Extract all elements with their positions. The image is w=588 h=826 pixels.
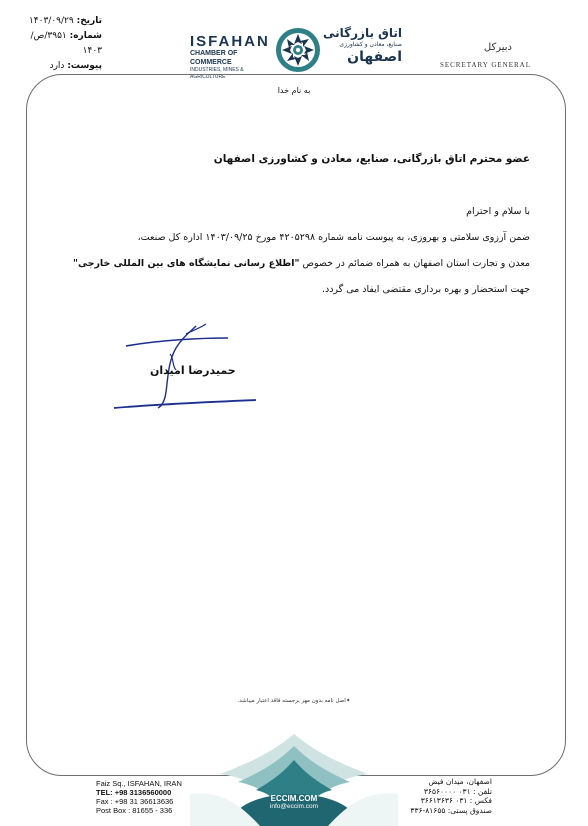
number-label: شماره: [69, 31, 102, 41]
logo-en-isfahan: ISFAHAN [190, 33, 270, 50]
greeting: با سلام و احترام [466, 206, 530, 217]
footer-contact-en [96, 779, 182, 815]
fax-fa: فکس : ۰۳۱ ۳۶۶۱۳۶۳۶ [420, 796, 492, 805]
date-value: ۱۴۰۳/۰۹/۲۹ [28, 16, 74, 26]
body-line-2-text: معدن و تجارت استان اصفهان به همراه ضمائم در خصوص [299, 258, 530, 269]
number-row [12, 29, 102, 59]
body-line-1: ضمن آرزوی سلامتی و بهروزی، به پیوست نامه شماره ۴۲۰۵۲۹۸ مورخ ۱۴۰۳/۰۹/۲۵ اداره کل صنعت، [137, 232, 530, 243]
footer-ornament-icon [190, 734, 398, 826]
recipient-line: عضو محترم اتاق بازرگانی، صنایع، معادن و کشاورزی اصفهان [213, 153, 530, 165]
tel-en: TEL: +98 3136560000 [96, 788, 172, 797]
logo-fa-isfahan: اصفهان [347, 49, 402, 65]
pobox-en: Post Box : 81655 - 336 [96, 806, 173, 815]
logo-fa-industries: صنایع، معادن و کشاورزی [339, 41, 402, 48]
signer-name: حمیدرضا امیدان [150, 364, 236, 377]
logo-en-chamber: CHAMBER OF COMMERCE [190, 50, 238, 66]
logo-fa-chamber: اتاق بازرگانی [323, 26, 402, 40]
secretary-general-fa: دبیرکل [483, 42, 512, 53]
logo-persian-text [322, 26, 402, 65]
number-value: ۳۹۵۱/ص/۱۴۰۳ [30, 31, 102, 56]
date-row [12, 14, 102, 29]
footer-contact-fa [410, 777, 492, 815]
date-label: تاریخ: [76, 16, 102, 26]
secretary-general-en: SECRETARY GENERAL [439, 61, 531, 69]
email-link[interactable]: info@eccim.com [269, 803, 319, 810]
footer-web-contact [0, 794, 588, 811]
address-en: Faiz Sq., ISFAHAN, IRAN [96, 779, 182, 788]
logo-en-industries: INDUSTRIES, MINES & AGRICULTURE [190, 67, 244, 80]
attachment-row [12, 59, 102, 74]
body-line-2-subject: "اطلاع رسانی نمایشگاه های بین المللی خارجی" [73, 258, 300, 269]
validity-footnote: ✦اصل نامه بدون مهر برجسته فاقد اعتبار میباشد. [237, 698, 351, 704]
body-line-3: جهت استحضار و بهره برداری مقتضی ایفاد می گردد. [321, 284, 530, 295]
body-line-2 [60, 251, 530, 277]
basmala: به نام خدا [277, 86, 311, 95]
letter-meta [12, 14, 102, 74]
chamber-logo-icon [274, 26, 322, 74]
letter-body [60, 199, 530, 303]
website-link[interactable]: ECCIM.COM [270, 794, 318, 803]
attachment-value: دارد [49, 61, 65, 71]
letter-frame [26, 74, 566, 776]
tel-fa: تلفن : ۰۳۱ ۳۶۵۶۰۰۰۰ [423, 786, 492, 796]
attachment-label: پیوست: [67, 61, 102, 71]
fax-en: Fax : +98 31 36613636 [96, 797, 174, 806]
tel-en-row [96, 788, 182, 797]
pobox-fa: صندوق پستی: ۸۱۶۵۵-۳۳۶ [410, 805, 492, 815]
address-fa: اصفهان، میدان فیض [428, 777, 492, 786]
